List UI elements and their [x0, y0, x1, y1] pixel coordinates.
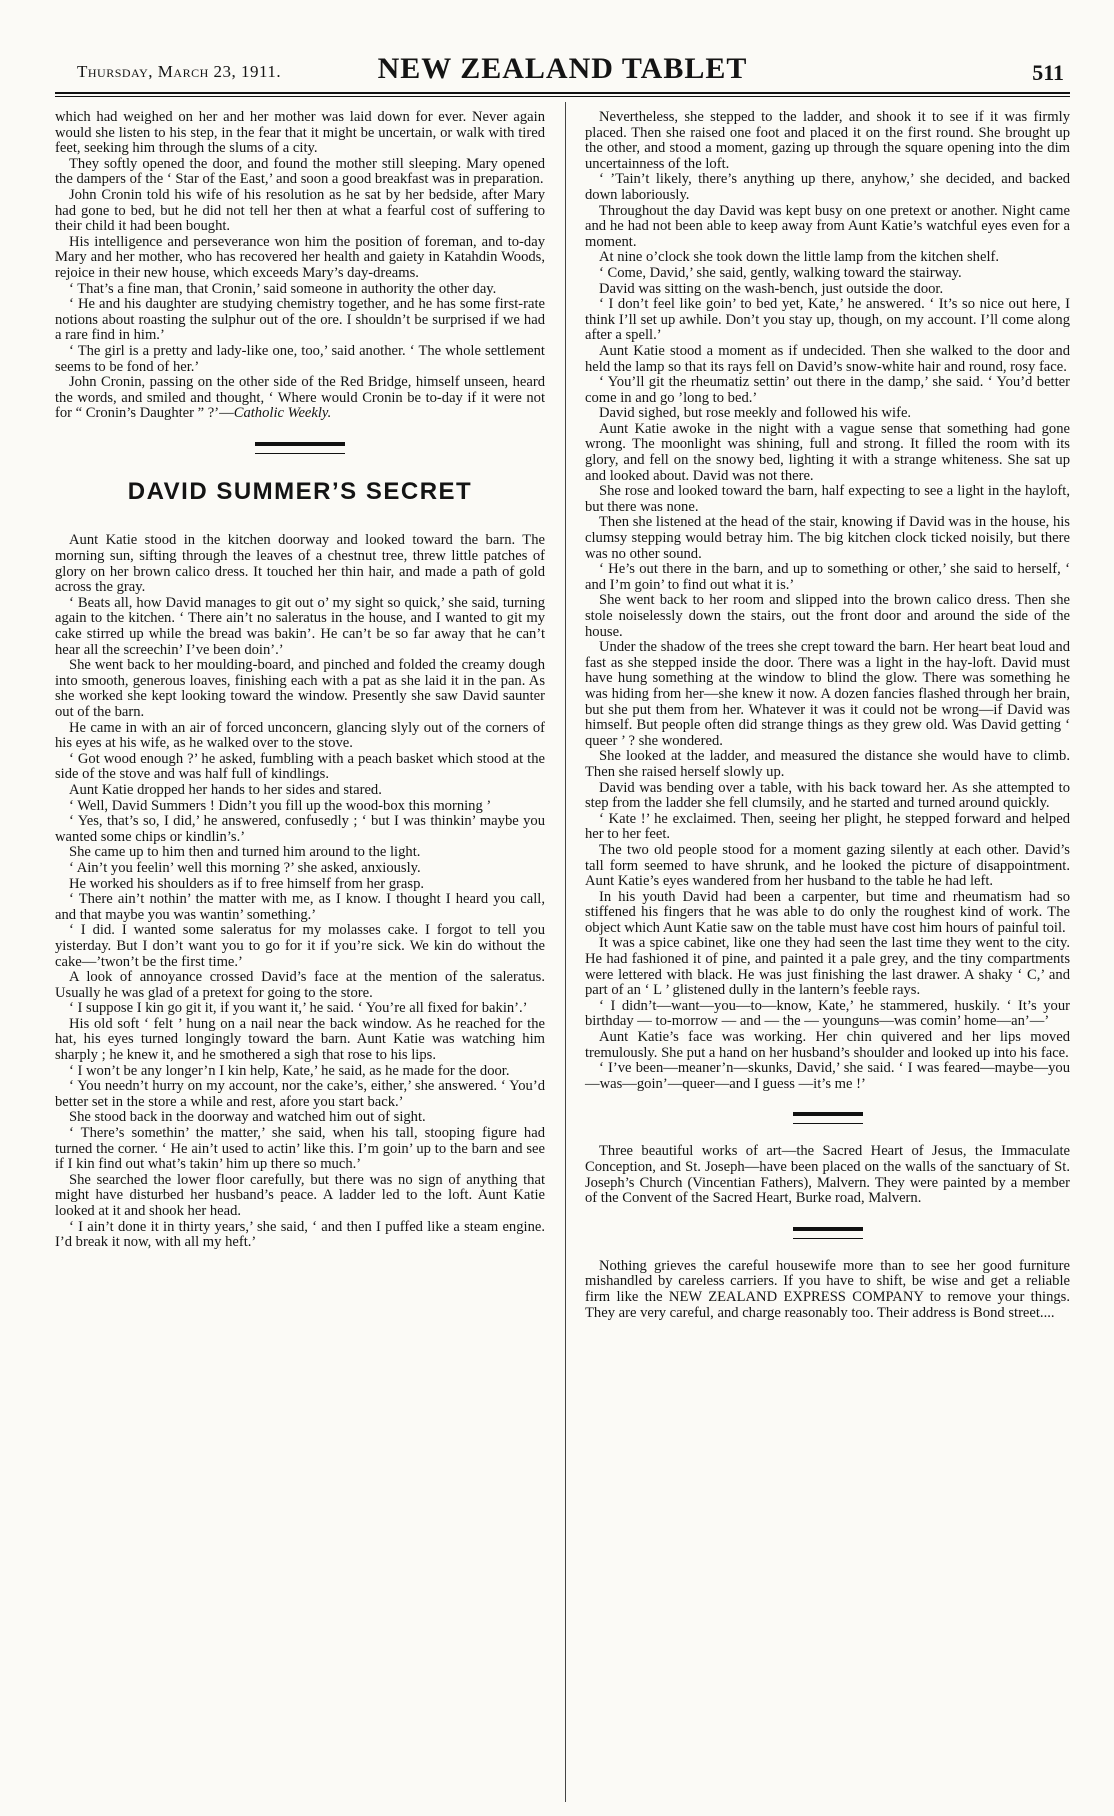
story-paragraph: ‘ You needn’t hurry on my account, nor the cake’s, either,’ she answered. ‘ You’d better set in the store a while and rest, afore you start back.’: [55, 1078, 545, 1110]
section-separator: [793, 1227, 863, 1239]
story-paragraph: Then she listened at the head of the stair, knowing if David was in the house, his clumsy stepping would betray him. The big kitchen clock ticked noisily, but there was no other sound.: [585, 514, 1070, 562]
article-paragraph: They softly opened the door, and found the mother still sleeping. Mary opened the dampers of the ‘ Star of the East,’ and soon a good breakfast was in preparation.: [55, 155, 545, 188]
story-paragraph: David was bending over a table, with his back toward her. As she attempted to step from the ladder she fell clumsily, and he started and turned around quickly.: [585, 779, 1070, 812]
article-paragraph: John Cronin told his wife of his resolution as he sat by her bedside, after Mary had gone to bed, but he did not tell her then at what a fearful cost of suffering to their child it had been bought.: [55, 186, 545, 235]
story-paragraph: ‘ There ain’t nothin’ the matter with me, as I know. I thought I heard you call, and that maybe you was wantin’ something.’: [55, 891, 545, 923]
story-title: DAVID SUMMER’S SECRET: [127, 477, 473, 505]
story-paragraph: It was a spice cabinet, like one they had seen the last time they went to the city. He had fashioned it of pine, and painted it a pale grey, and the tiny compartments were lettered with black. He was just finishing the last drawer. A shaky ‘ C,’ and part of an ‘ L ’ glistened dully in the lantern’s feeble rays.: [585, 935, 1070, 999]
story-paragraph: ‘ You’ll git the rheumatiz settin’ out there in the damp,’ she said. ‘ You’d better come in and go ’long to bed.’: [585, 374, 1070, 406]
header-date: Thursday, March 23, 1911.: [77, 62, 282, 81]
story-paragraph: The two old people stood for a moment gazing silently at each other. David’s tall form seemed to have shrunk, and he looked the picture of disappointment. Aunt Katie’s eyes wandered from her husband to the table he had left.: [585, 841, 1070, 890]
story-paragraph: She looked at the ladder, and measured the distance she would have to climb. Then she raised herself slowly up.: [585, 748, 1070, 780]
article-paragraph: ‘ The girl is a pretty and lady-like one, too,’ said another. ‘ The whole settlement seems to be fond of her.’: [55, 342, 545, 375]
notice-malvern: Three beautiful works of art—the Sacred Heart of Jesus, the Immaculate Conception, and St. Joseph—have been placed on the walls of the sanctuary of St. Joseph’s Church (Vincentian Fathers), Malvern. They were painted by a member of the Convent of the Sacred Heart, Burke road, Malvern.: [585, 1143, 1070, 1207]
story-paragraph: ‘ I did. I wanted some saleratus for my molasses cake. I forgot to tell you yisterday. But I don’t want you to go for it if you’re sick. We kin do without the cake—’twon’t be the first time.’: [55, 922, 545, 970]
article-paragraph: His intelligence and perseverance won him the position of foreman, and to-day Mary and her mother, who has recovered her health and gaiety in Katahdin Woods, rejoice in their new house, which exceeds Mary’s day-dreams.: [55, 233, 545, 281]
story-paragraph: She went back to her room and slipped into the brown calico dress. Then she stole noiselessly down the stairs, out the front door and around the side of the house.: [585, 592, 1070, 640]
story-paragraph: She searched the lower floor carefully, but there was no sign of anything that might have disturbed her husband’s peace. A ladder led to the loft. Aunt Katie looked at it and shook her head.: [55, 1171, 545, 1219]
story-paragraph: He worked his shoulders as if to free himself from her grasp.: [69, 875, 425, 892]
section-separator: [793, 1112, 863, 1124]
story-paragraph: She went back to her moulding-board, and pinched and folded the creamy dough into smooth, generous loaves, finishing each with a pat as she laid it in the pan. As she worked she kept looking toward the window. Presently she saw David saunter out of the barn.: [55, 657, 545, 720]
story-paragraph: ‘ ’Tain’t likely, there’s anything up there, anyhow,’ she decided, and backed down laboriously.: [585, 171, 1070, 203]
story-paragraph: ‘ Well, David Summers ! Didn’t you fill up the wood-box this morning ’: [69, 797, 492, 814]
story-paragraph: Aunt Katie’s face was working. Her chin quivered and her lips moved tremulously. She put a hand on her husband’s shoulder and looked up into his face.: [585, 1029, 1070, 1061]
newspaper-title: NEW ZEALAND TABLET: [377, 52, 748, 85]
story-paragraph: David was sitting on the wash-bench, just outside the door.: [599, 280, 944, 297]
left-column: [55, 110, 545, 1251]
story-paragraph: She stood back in the doorway and watched him out of sight.: [69, 1109, 426, 1126]
story-paragraph: ‘ I didn’t—want—you—to—know, Kate,’ he stammered, huskily. ‘ It’s your birthday — to-morrow — and — the — younguns—was comin’ home—an’—’: [585, 997, 1070, 1030]
story-paragraph: Aunt Katie awoke in the night with a vague sense that something had gone wrong. The moonlight was shining, full and strong. It filled the room with its glory, and fell on the snowy bed, lighting it with a strange whiteness. She sat up and looked about. David was not there.: [585, 420, 1070, 484]
page-number: 511: [1032, 60, 1064, 85]
article-paragraph: ‘ He and his daughter are studying chemistry together, and he has some first-rate notions about roasting the sulphur out of the ore. I shouldn’t be surprised if we had a rare find in him.’: [55, 296, 545, 344]
story-paragraph: ‘ Yes, that’s so, I did,’ he answered, confusedly ; ‘ but I was thinkin’ maybe you wanted some chips or kindlin’s.’: [55, 813, 545, 845]
story-paragraph: ‘ I won’t be any longer’n I kin help, Kate,’ he said, as he made for the door.: [69, 1062, 510, 1079]
header-rule: [55, 92, 1070, 94]
column-divider: [565, 102, 566, 1802]
article-paragraph-final: [55, 375, 545, 422]
section-separator: [255, 442, 345, 454]
story-paragraph: ‘ Got wood enough ?’ he asked, fumbling with a peach basket which stood at the side of the stove and was half full of kindlings.: [55, 750, 545, 783]
story-paragraph: Aunt Katie stood in the kitchen doorway and looked toward the barn. The morning sun, sifting through the leaves of a chestnut tree, threw little patches of glory on her brown calico dress. It touched her thin hair, and made a path of gold across the gray.: [55, 532, 545, 596]
story-paragraph: ‘ I’ve been—meaner’n—skunks, David,’ she said. ‘ I was feared—maybe—you—was—goin’—queer—and I guess —it’s me !’: [585, 1060, 1070, 1092]
story-paragraph: In his youth David had been a carpenter, but time and rheumatism had so stiffened his fingers that he was able to do only the roughest kind of work. The object which Aunt Katie saw on the table must have cost him hours of painful toil.: [585, 888, 1070, 936]
story-paragraph: ‘ I don’t feel like goin’ to bed yet, Kate,’ he answered. ‘ It’s so nice out here, I think I’ll set up awhile. Don’t you stay up, though, on my account. I’ll come along after a spell.’: [585, 296, 1070, 344]
story-paragraph: At nine o’clock she took down the little lamp from the kitchen shelf.: [599, 249, 1000, 266]
story-paragraph: She rose and looked toward the barn, half expecting to see a light in the hayloft, but there was none.: [585, 483, 1070, 515]
notice-express-company: Nothing grieves the careful housewife more than to see her good furniture mishandled by careless carriers. If you have to shift, be wise and get a reliable firm like the NEW ZEALAND EXPRESS COMPANY to remove your things. They are very careful, and charge reasonably too. Their address is Bond street....: [585, 1257, 1070, 1321]
story-paragraph: Under the shadow of the trees she crept toward the barn. Her heart beat loud and fast as she stepped inside the door. There was a light in the hay-loft. David must have hung something at the window to blind the glow. There was something he was hiding from her—she knew it now. A dozen fancies flashed through her brain, but she put them from her. Whatever it was it could not be wrong—if David was himself. But people often did strange things as they grew old. Was David getting ‘ queer ’ ? she wondered.: [585, 639, 1070, 749]
story-paragraph: David sighed, but rose meekly and followed his wife.: [599, 405, 912, 422]
story-paragraph: A look of annoyance crossed David’s face at the mention of the saleratus. Usually he was glad of a pretext for going to the store.: [55, 969, 545, 1001]
story-paragraph: ‘ I ain’t done it in thirty years,’ she said, ‘ and then I puffed like a steam engine. I’d break it now, with all my heft.’: [55, 1218, 545, 1251]
story-paragraph: ‘ I suppose I kin go git it, if you want it,’ he said. ‘ You’re all fixed for bakin’.’: [69, 1000, 528, 1017]
masthead: [55, 52, 1070, 92]
article-paragraph: which had weighed on her and her mother was laid down for ever. Never again would she listen to his step, in the fear that it might be uncertain, or walk with tired feet, seeking him through the slums of a city.: [55, 109, 545, 157]
article-source: Catholic Weekly.: [233, 405, 332, 422]
story-paragraph: His old soft ‘ felt ’ hung on a nail near the back window. As he reached for the hat, his eyes turned longingly toward the barn. Aunt Katie was watching him sharply ; he knew it, and he smothered a sigh that rose to his lips.: [55, 1015, 545, 1064]
story-paragraph: Throughout the day David was kept busy on one pretext or another. Night came and he had not been able to keep away from Aunt Katie’s watchful eyes even for a moment.: [585, 202, 1070, 250]
story-paragraph: He came in with an air of forced unconcern, glancing slyly out of the corners of his eyes at his wife, as he walked over to the stove.: [55, 719, 545, 752]
right-column: [585, 110, 1070, 1321]
story-paragraph: Aunt Katie dropped her hands to her sides and stared.: [69, 781, 382, 798]
story-paragraph: ‘ There’s somethin’ the matter,’ she said, when his tall, stooping figure had turned the corner. ‘ He ain’t used to actin’ like this. I’m goin’ up to the barn and see if I kin find out what’s takin’ him up there so much.’: [55, 1125, 545, 1173]
story-paragraph: ‘ Kate !’ he exclaimed. Then, seeing her plight, he stepped forward and helped her to her feet.: [585, 810, 1070, 843]
header-rule-thin: [55, 96, 1070, 97]
story-paragraph: Nevertheless, she stepped to the ladder, and shook it to see if it was firmly placed. Then she raised one foot and placed it on the first round. She brought up the other, and stood a moment, gazing up through the square opening into the dim uncertainness of the loft.: [585, 109, 1070, 172]
article-paragraph: ‘ That’s a fine man, that Cronin,’ said someone in authority the other day.: [69, 280, 497, 297]
story-paragraph: ‘ He’s out there in the barn, and up to something or other,’ she said to herself, ‘ and I’m goin’ to find out what it is.’: [585, 561, 1070, 593]
story-paragraph: ‘ Ain’t you feelin’ well this morning ?’ she asked, anxiously.: [69, 859, 421, 876]
story-paragraph: ‘ Come, David,’ she said, gently, walking toward the stairway.: [599, 264, 962, 281]
story-paragraph: She came up to him then and turned him around to the light.: [69, 844, 421, 861]
story-paragraph: Aunt Katie stood a moment as if undecided. Then she walked to the door and held the lamp so that its rays fell on David’s snow-white hair and round, rosy face.: [585, 342, 1070, 375]
article-text: John Cronin, passing on the other side of the Red Bridge, himself unseen, heard the words, and smiled and thought, ‘ Where would Cronin be to-day if it were not for “ Cronin’s Daughter ” ?’—: [55, 374, 545, 422]
story-paragraph: ‘ Beats all, how David manages to git out o’ my sight so quick,’ she said, turning again to the kitchen. ‘ There ain’t no saleratus in the house, and I wanted to git my cake stirred up while the bread was bakin’. He can’t be so far away that he can’t hear all the screechin’ I’ve been doin’.’: [55, 594, 545, 658]
